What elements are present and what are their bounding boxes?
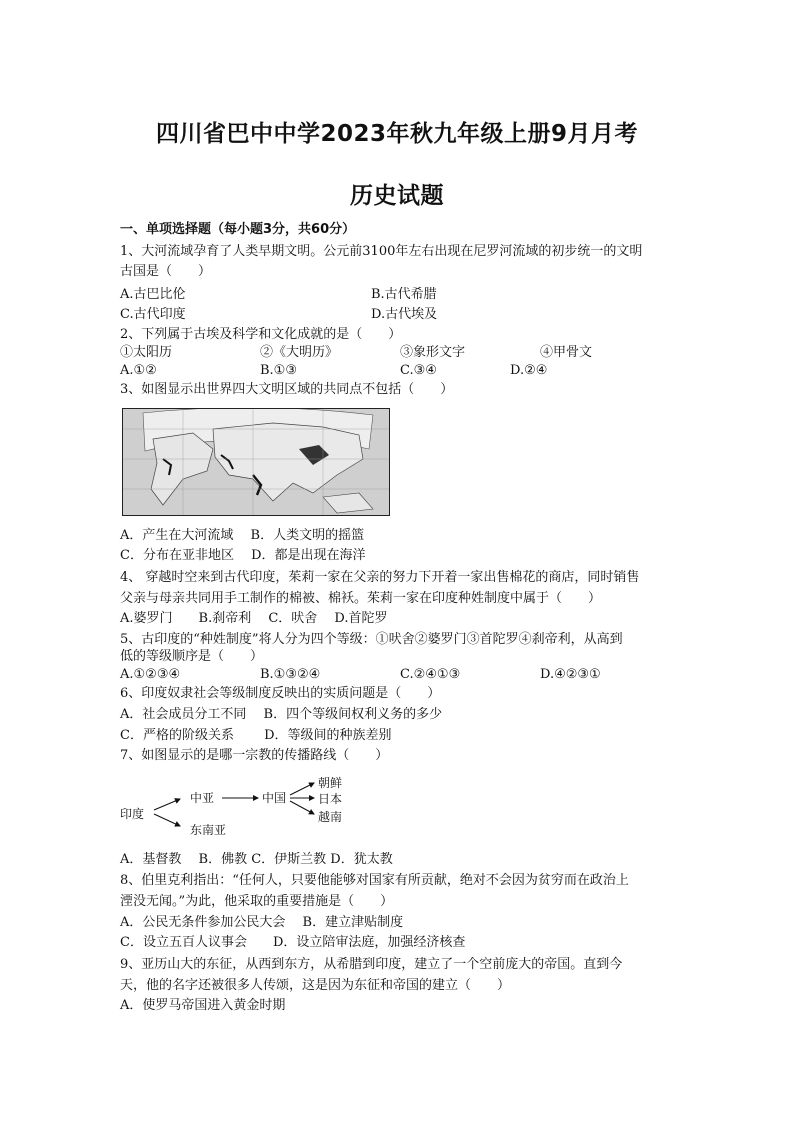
q5-option-b: B.①③②④: [260, 667, 321, 682]
q2-item-4: ④甲骨文: [540, 345, 593, 360]
section-heading: 一、单项选择题（每小题3分，共60分）: [120, 222, 356, 237]
q8-options-line2: C．设立五百人议事会 D．设立陪审法庭，加强经济核查: [120, 935, 466, 950]
node-vietnam: 越南: [318, 810, 343, 824]
q4-stem-line1: 4、 穿越时空来到古代印度，茱莉一家在父亲的努力下开着一家出售棉花的商店，同时销售: [120, 570, 640, 585]
q2-option-b: B.①③: [260, 363, 297, 378]
node-china: 中国: [262, 791, 287, 805]
node-japan: 日本: [318, 792, 343, 806]
q3-options-line1: A．产生在大河流域 B．人类文明的摇篮: [120, 528, 365, 543]
q8-options-line1: A．公民无条件参加公民大会 B．建立津贴制度: [120, 915, 404, 930]
q4-options: A.婆罗门 B.刹帝利 C．吠舍 D.首陀罗: [120, 611, 388, 626]
religion-spread-diagram: [118, 776, 358, 837]
q4-stem-line2: 父亲与母亲共同用手工制作的棉被、棉袄。茱莉一家在印度种姓制度中属于（ ）: [120, 591, 602, 606]
q5-option-c: C.②④①③: [400, 667, 461, 682]
q1-option-b: B.古代希腊: [371, 287, 437, 302]
q7-stem: 7、如图显示的是哪一宗教的传播路线（ ）: [120, 748, 389, 763]
q1-option-d: D.古代埃及: [371, 307, 438, 322]
node-central-asia: 中亚: [190, 791, 215, 805]
q5-option-d: D.④②③①: [540, 667, 601, 682]
q2-item-2: ②《大明历》: [260, 345, 339, 360]
exam-subject: 历史试题: [350, 183, 444, 209]
node-india: 印度: [120, 807, 145, 821]
q2-item-3: ③象形文字: [400, 345, 466, 360]
q9-stem-line2: 天，他的名字还被很多人传颂，这是因为东征和帝国的建立（ ）: [120, 978, 511, 993]
q5-stem-line1: 5、古印度的“种姓制度”将人分为四个等级：①吠舍②婆罗门③首陀罗④刹帝利，从高到: [120, 632, 623, 647]
node-southeast-asia: 东南亚: [190, 823, 227, 837]
q1-option-a: A.古巴比伦: [120, 287, 186, 302]
q1-option-c: C.古代印度: [120, 307, 186, 322]
q2-stem: 2、下列属于古埃及科学和文化成就的是（ ）: [120, 327, 402, 342]
four-civilizations-map: [122, 408, 390, 516]
node-korea: 朝鲜: [318, 776, 343, 790]
q1-stem-line2: 古国是（ ）: [120, 264, 212, 279]
q7-options: A．基督教 B．佛教 C．伊斯兰教 D．犹太教: [120, 852, 393, 867]
world-map-illustration: [123, 409, 389, 515]
q2-option-a: A.①②: [120, 363, 157, 378]
q6-stem: 6、印度奴隶社会等级制度反映出的实质问题是（ ）: [120, 686, 441, 701]
q3-options-line2: C．分布在亚非地区 D．都是出现在海洋: [120, 548, 366, 563]
q3-stem: 3、如图显示出世界四大文明区域的共同点不包括（ ）: [120, 382, 454, 397]
q5-option-a: A.①②③④: [120, 667, 181, 682]
q5-stem-line2: 低的等级顺序是（ ）: [120, 649, 264, 664]
q2-item-1: ①太阳历: [120, 345, 173, 360]
q6-options-line1: A．社会成员分工不同 B．四个等级间权利义务的多少: [120, 707, 443, 722]
q9-option-a: A．使罗马帝国进入黄金时期: [120, 998, 286, 1013]
q2-option-c: C.③④: [400, 363, 437, 378]
q8-stem-line1: 8、伯里克利指出：“任何人，只要他能够对国家有所贡献，绝对不会因为贫穷而在政治上: [120, 873, 629, 888]
q6-options-line2: C．严格的阶级关系 D．等级间的种族差别: [120, 728, 392, 743]
q2-option-d: D.②④: [510, 363, 548, 378]
q9-stem-line1: 9、亚历山大的东征，从西到东方，从希腊到印度，建立了一个空前庞大的帝国。直到今: [120, 957, 623, 972]
q1-stem-line1: 1、大河流域孕育了人类早期文明。公元前3100年左右出现在尼罗河流域的初步统一的文明: [120, 244, 643, 259]
q8-stem-line2: 湮没无闻。”为此，他采取的重要措施是（ ）: [120, 894, 394, 909]
exam-title: 四川省巴中中学2023年秋九年级上册9月月考: [155, 121, 639, 147]
